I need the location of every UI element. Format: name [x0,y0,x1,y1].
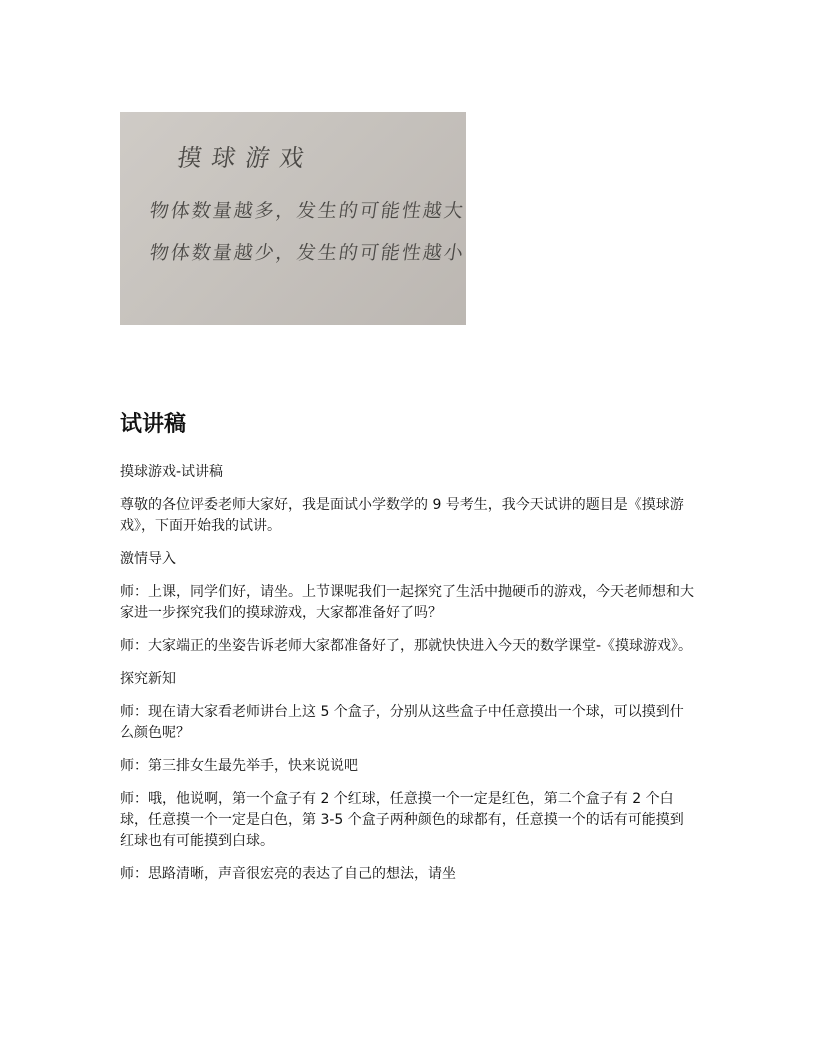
page-heading: 试讲稿 [120,412,187,437]
photo-title: 摸球游戏 [175,144,316,172]
section-heading-import: 激情导入 [120,551,176,567]
paragraph-teacher-2: 师：大家端正的坐姿告诉老师大家都准备好了，那就快快进入今天的数学课堂-《摸球游戏》。 [120,638,693,654]
paragraph-teacher-6: 师：思路清晰，声音很宏亮的表达了自己的想法，请坐 [120,866,456,882]
paragraph-intro: 尊敬的各位评委老师大家好，我是面试小学数学的 9 号考生，我今天试讲的题目是《摸球游戏》，下面开始我的试讲。 [120,497,684,534]
section-heading-explore: 探究新知 [120,671,176,687]
photo-line-1: 物体数量越多，发生的可能性越大 [148,200,466,222]
paragraph-teacher-5: 师：哦，他说啊，第一个盒子有 2 个红球，任意摸一个一定是红色，第二个盒子有 2 个白球，任意摸一个一定是白色，第 3-5 个盒子两种颜色的球都有，任意摸一个的话有可能摸到红球也有可能摸到白球。 [120,791,684,849]
paragraph-teacher-3: 师：现在请大家看老师讲台上这 5 个盒子，分别从这些盒子中任意摸出一个球，可以摸到什么颜色呢？ [120,704,684,741]
photo-line-2: 物体数量越少，发生的可能性越小 [148,242,466,264]
paragraph-teacher-4: 师：第三排女生最先举手，快来说说吧 [120,758,358,774]
paragraph-teacher-1: 师：上课，同学们好，请坐。上节课呢我们一起探究了生活中抛硬币的游戏，今天老师想和大家进一步探究我们的摸球游戏，大家都准备好了吗？ [120,584,694,621]
document-body [120,462,696,897]
doc-title-line: 摸球游戏-试讲稿 [120,464,224,480]
handwritten-note-photo [120,112,466,325]
